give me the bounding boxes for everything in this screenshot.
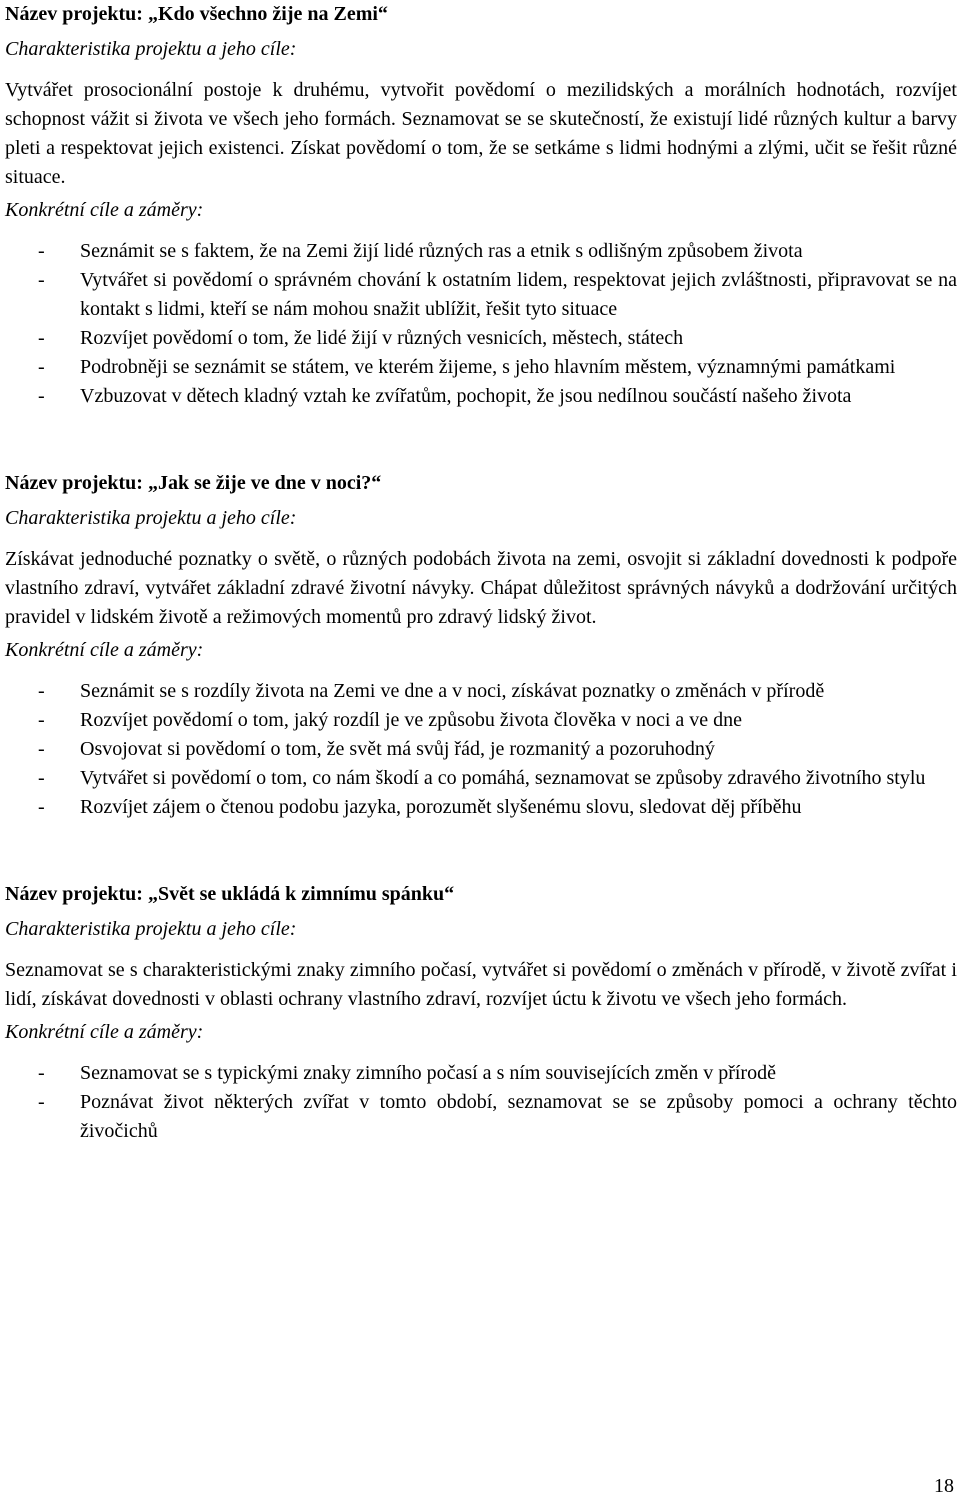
dash-bullet: -: [38, 269, 45, 291]
dash-bullet: -: [38, 767, 45, 789]
goal-text: Seznámit se s faktem, že na Zemi žijí lidé různých ras a etnik s odlišným způsobem života: [80, 240, 803, 262]
goal-text: Rozvíjet povědomí o tom, že lidé žijí v různých vesnicích, městech, státech: [80, 327, 684, 349]
goals-list: [5, 237, 957, 411]
goal-text: Seznámit se s rozdíly života na Zemi ve dne a v noci, získávat poznatky o změnách v přírodě: [80, 680, 825, 702]
project-2: [5, 469, 957, 822]
goals-list: [5, 677, 957, 822]
dash-bullet: -: [38, 385, 45, 407]
list-item: [5, 793, 957, 822]
project-title: Název projektu: „Jak se žije ve dne v noci?“: [5, 472, 382, 494]
dash-bullet: -: [38, 1062, 45, 1084]
goal-text: Osvojovat si povědomí o tom, že svět má svůj řád, je rozmanitý a pozoruhodný: [80, 738, 715, 760]
document-page: [5, 0, 957, 1146]
project-description: Seznamovat se s charakteristickými znaky zimního počasí, vytvářet si povědomí o změnách v přírodě, v životě zvířat i lidí, získávat dovednosti v oblasti ochrany vlastního zdraví, rozvíjet úctu k životu ve všech jeho formách.: [5, 959, 957, 1010]
goals-heading: Konkrétní cíle a záměry:: [5, 1021, 204, 1043]
dash-bullet: -: [38, 240, 45, 262]
characteristics-heading: Charakteristika projektu a jeho cíle:: [5, 38, 297, 60]
dash-bullet: -: [38, 1091, 45, 1113]
project-title: Název projektu: „Kdo všechno žije na Zemi“: [5, 3, 388, 25]
goal-text: Rozvíjet povědomí o tom, jaký rozdíl je ve způsobu života člověka v noci a ve dne: [80, 709, 743, 731]
list-item: [5, 1088, 957, 1146]
goal-text: Podrobněji se seznámit se státem, ve kterém žijeme, s jeho hlavním městem, významnými památkami: [80, 356, 896, 378]
project-title: Název projektu: „Svět se ukládá k zimnímu spánku“: [5, 883, 455, 905]
dash-bullet: -: [38, 738, 45, 760]
list-item: [5, 677, 957, 706]
page-number: 18: [934, 1475, 954, 1497]
characteristics-heading: Charakteristika projektu a jeho cíle:: [5, 918, 297, 940]
goal-text: Vytvářet si povědomí o správném chování k ostatním lidem, respektovat jejich zvláštnosti, připravovat se na kontakt s lidmi, kteří se nám mohou snažit ublížit, řešit tyto situace: [80, 269, 957, 320]
goals-heading: Konkrétní cíle a záměry:: [5, 199, 204, 221]
project-description: Získávat jednoduché poznatky o světě, o různých podobách života na zemi, osvojit si základní dovednosti k podpoře vlastního zdraví, vytvářet základní zdravé životní návyky. Chápat důležitost správných návyků a dodržování určitých pravidel v lidském životě a režimových momentů pro zdravý lidský život.: [5, 548, 957, 628]
project-1: [5, 0, 957, 411]
goal-text: Rozvíjet zájem o čtenou podobu jazyka, porozumět slyšenému slovu, sledovat děj příběhu: [80, 796, 802, 818]
goal-text: Vzbuzovat v dětech kladný vztah ke zvířatům, pochopit, že jsou nedílnou součástí našeho života: [80, 385, 852, 407]
list-item: [5, 1059, 957, 1088]
list-item: [5, 735, 957, 764]
project-3: [5, 880, 957, 1146]
list-item: [5, 706, 957, 735]
list-item: [5, 266, 957, 324]
dash-bullet: -: [38, 709, 45, 731]
dash-bullet: -: [38, 796, 45, 818]
characteristics-heading: Charakteristika projektu a jeho cíle:: [5, 507, 297, 529]
goals-heading: Konkrétní cíle a záměry:: [5, 639, 204, 661]
list-item: [5, 324, 957, 353]
goal-text: Seznamovat se s typickými znaky zimního počasí a s ním souvisejících změn v přírodě: [80, 1062, 776, 1084]
dash-bullet: -: [38, 356, 45, 378]
list-item: [5, 764, 957, 793]
list-item: [5, 353, 957, 382]
goal-text: Vytvářet si povědomí o tom, co nám škodí a co pomáhá, seznamovat se způsoby zdravého životního stylu: [80, 767, 926, 789]
project-description: Vytvářet prosocionální postoje k druhému, vytvořit povědomí o mezilidských a morálních hodnotách, rozvíjet schopnost vážit si života ve všech jeho formách. Seznamovat se se skutečností, že existují lidé různých kultur a barvy pleti a respektovat jejich existenci. Získat povědomí o tom, že se setkáme s lidmi hodnými a zlými, učit se řešit různé situace.: [5, 79, 957, 188]
goal-text: Poznávat život některých zvířat v tomto období, seznamovat se se způsoby pomoci a ochrany těchto živočichů: [80, 1091, 957, 1142]
dash-bullet: -: [38, 680, 45, 702]
list-item: [5, 382, 957, 411]
dash-bullet: -: [38, 327, 45, 349]
list-item: [5, 237, 957, 266]
goals-list: [5, 1059, 957, 1146]
